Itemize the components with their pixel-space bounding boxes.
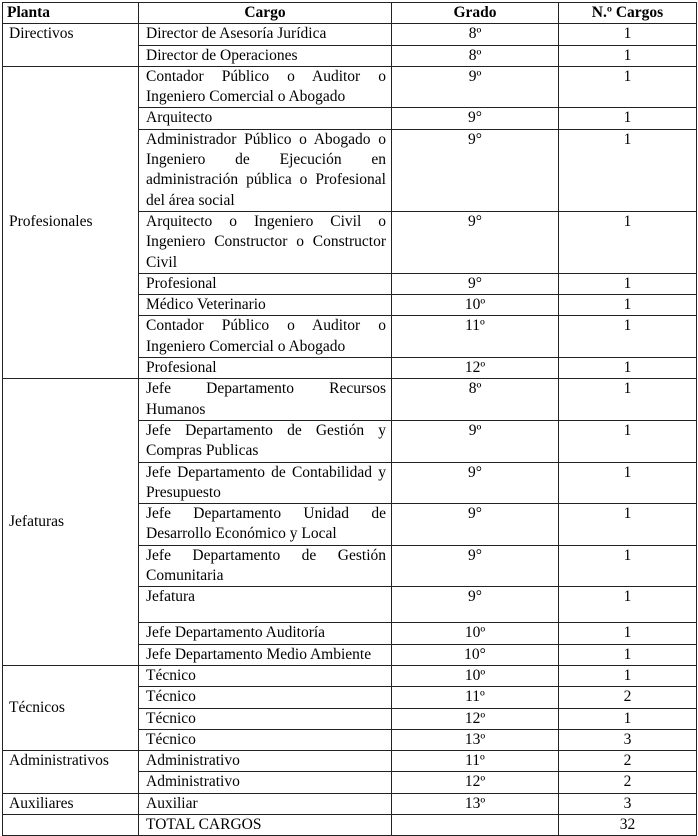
cargo-cell: Director de Operaciones bbox=[139, 45, 392, 66]
num-cargos-cell: 1 bbox=[559, 504, 697, 546]
grado-cell: 10º bbox=[392, 665, 559, 686]
grado-cell: 13º bbox=[392, 793, 559, 814]
cargo-cell: Director de Asesoría Jurídica bbox=[139, 24, 392, 45]
table-row bbox=[3, 665, 697, 686]
planta-tecnicos: Técnicos bbox=[3, 665, 139, 750]
num-cargos-cell: 1 bbox=[559, 623, 697, 644]
planta-profesionales: Profesionales bbox=[3, 66, 139, 378]
cargo-cell: Médico Veterinario bbox=[139, 295, 392, 316]
grado-cell: 9° bbox=[392, 129, 559, 211]
grado-cell: 9° bbox=[392, 211, 559, 273]
cargo-cell: Técnico bbox=[139, 708, 392, 729]
grado-cell: 9° bbox=[392, 504, 559, 546]
header-planta: Planta bbox=[3, 3, 139, 24]
grado-cell: 10° bbox=[392, 644, 559, 665]
grado-cell: 9° bbox=[392, 273, 559, 294]
total-empty-cell bbox=[3, 814, 139, 835]
header-grado: Grado bbox=[392, 3, 559, 24]
num-cargos-cell: 2 bbox=[559, 687, 697, 708]
cargo-cell: Auxiliar bbox=[139, 793, 392, 814]
planta-administrativos: Administrativos bbox=[3, 751, 139, 794]
grado-cell: 11º bbox=[392, 316, 559, 358]
table-row bbox=[3, 379, 697, 421]
table-row bbox=[3, 793, 697, 814]
planta-auxiliares: Auxiliares bbox=[3, 793, 139, 814]
cargos-table bbox=[2, 2, 697, 836]
cargo-cell: Jefatura bbox=[139, 587, 392, 623]
cargo-cell: Profesional bbox=[139, 358, 392, 379]
grado-cell: 12º bbox=[392, 708, 559, 729]
num-cargos-cell: 1 bbox=[559, 108, 697, 129]
grado-cell: 12º bbox=[392, 772, 559, 793]
total-num-cargos: 32 bbox=[559, 814, 697, 835]
cargo-cell: Jefe Departamento Recursos Humanos bbox=[139, 379, 392, 421]
grado-cell: 11º bbox=[392, 687, 559, 708]
grado-cell: 8º bbox=[392, 379, 559, 421]
cargo-cell: Administrativo bbox=[139, 772, 392, 793]
num-cargos-cell: 1 bbox=[559, 545, 697, 587]
cargo-cell: Arquitecto o Ingeniero Civil o Ingeniero Constructor o Constructor Civil bbox=[139, 211, 392, 273]
cargo-cell: Arquitecto bbox=[139, 108, 392, 129]
table-row bbox=[3, 751, 697, 772]
grado-cell: 10º bbox=[392, 623, 559, 644]
cargo-cell: Jefe Departamento de Gestión Comunitaria bbox=[139, 545, 392, 587]
header-cargo: Cargo bbox=[139, 3, 392, 24]
num-cargos-cell: 1 bbox=[559, 273, 697, 294]
num-cargos-cell: 3 bbox=[559, 729, 697, 750]
total-grado-empty bbox=[392, 814, 559, 835]
cargo-cell: Jefe Departamento Unidad de Desarrollo Económico y Local bbox=[139, 504, 392, 546]
grado-cell: 13º bbox=[392, 729, 559, 750]
cargo-cell: Jefe Departamento Auditoría bbox=[139, 623, 392, 644]
total-row bbox=[3, 814, 697, 835]
header-num-cargos: N.º Cargos bbox=[559, 3, 697, 24]
num-cargos-cell: 1 bbox=[559, 644, 697, 665]
cargo-cell: Profesional bbox=[139, 273, 392, 294]
cargo-cell: Jefe Departamento de Contabilidad y Presupuesto bbox=[139, 462, 392, 504]
num-cargos-cell: 1 bbox=[559, 45, 697, 66]
cargo-cell: Contador Público o Auditor o Ingeniero Comercial o Abogado bbox=[139, 316, 392, 358]
grado-cell: 9º bbox=[392, 66, 559, 108]
planta-jefaturas: Jefaturas bbox=[3, 379, 139, 666]
cargo-cell: Jefe Departamento Medio Ambiente bbox=[139, 644, 392, 665]
cargo-cell: Administrativo bbox=[139, 751, 392, 772]
grado-cell: 9° bbox=[392, 545, 559, 587]
grado-cell: 9º bbox=[392, 420, 559, 462]
num-cargos-cell: 1 bbox=[559, 462, 697, 504]
cargo-cell: Técnico bbox=[139, 687, 392, 708]
num-cargos-cell: 1 bbox=[559, 211, 697, 273]
cargo-cell: Jefe Departamento de Gestión y Compras Publicas bbox=[139, 420, 392, 462]
grado-cell: 9° bbox=[392, 108, 559, 129]
table-row bbox=[3, 24, 697, 45]
num-cargos-cell: 1 bbox=[559, 358, 697, 379]
grado-cell: 8º bbox=[392, 45, 559, 66]
grado-cell: 12º bbox=[392, 358, 559, 379]
table-row bbox=[3, 66, 697, 108]
grado-cell: 9° bbox=[392, 587, 559, 623]
cargo-cell: Contador Público o Auditor o Ingeniero Comercial o Abogado bbox=[139, 66, 392, 108]
num-cargos-cell: 1 bbox=[559, 129, 697, 211]
cargo-cell: Técnico bbox=[139, 665, 392, 686]
num-cargos-cell: 2 bbox=[559, 751, 697, 772]
num-cargos-cell: 1 bbox=[559, 708, 697, 729]
cargo-cell: Administrador Público o Abogado o Ingeniero de Ejecución en administración pública o Profesional del área social bbox=[139, 129, 392, 211]
num-cargos-cell: 3 bbox=[559, 793, 697, 814]
num-cargos-cell: 1 bbox=[559, 665, 697, 686]
planta-directivos: Directivos bbox=[3, 24, 139, 67]
num-cargos-cell: 1 bbox=[559, 316, 697, 358]
num-cargos-cell: 1 bbox=[559, 295, 697, 316]
num-cargos-cell: 2 bbox=[559, 772, 697, 793]
num-cargos-cell: 1 bbox=[559, 66, 697, 108]
grado-cell: 8º bbox=[392, 24, 559, 45]
num-cargos-cell: 1 bbox=[559, 587, 697, 623]
total-label: TOTAL CARGOS bbox=[139, 814, 392, 835]
header-row bbox=[3, 3, 697, 24]
num-cargos-cell: 1 bbox=[559, 379, 697, 421]
num-cargos-cell: 1 bbox=[559, 420, 697, 462]
grado-cell: 10º bbox=[392, 295, 559, 316]
grado-cell: 11º bbox=[392, 751, 559, 772]
num-cargos-cell: 1 bbox=[559, 24, 697, 45]
grado-cell: 9° bbox=[392, 462, 559, 504]
cargo-cell: Técnico bbox=[139, 729, 392, 750]
